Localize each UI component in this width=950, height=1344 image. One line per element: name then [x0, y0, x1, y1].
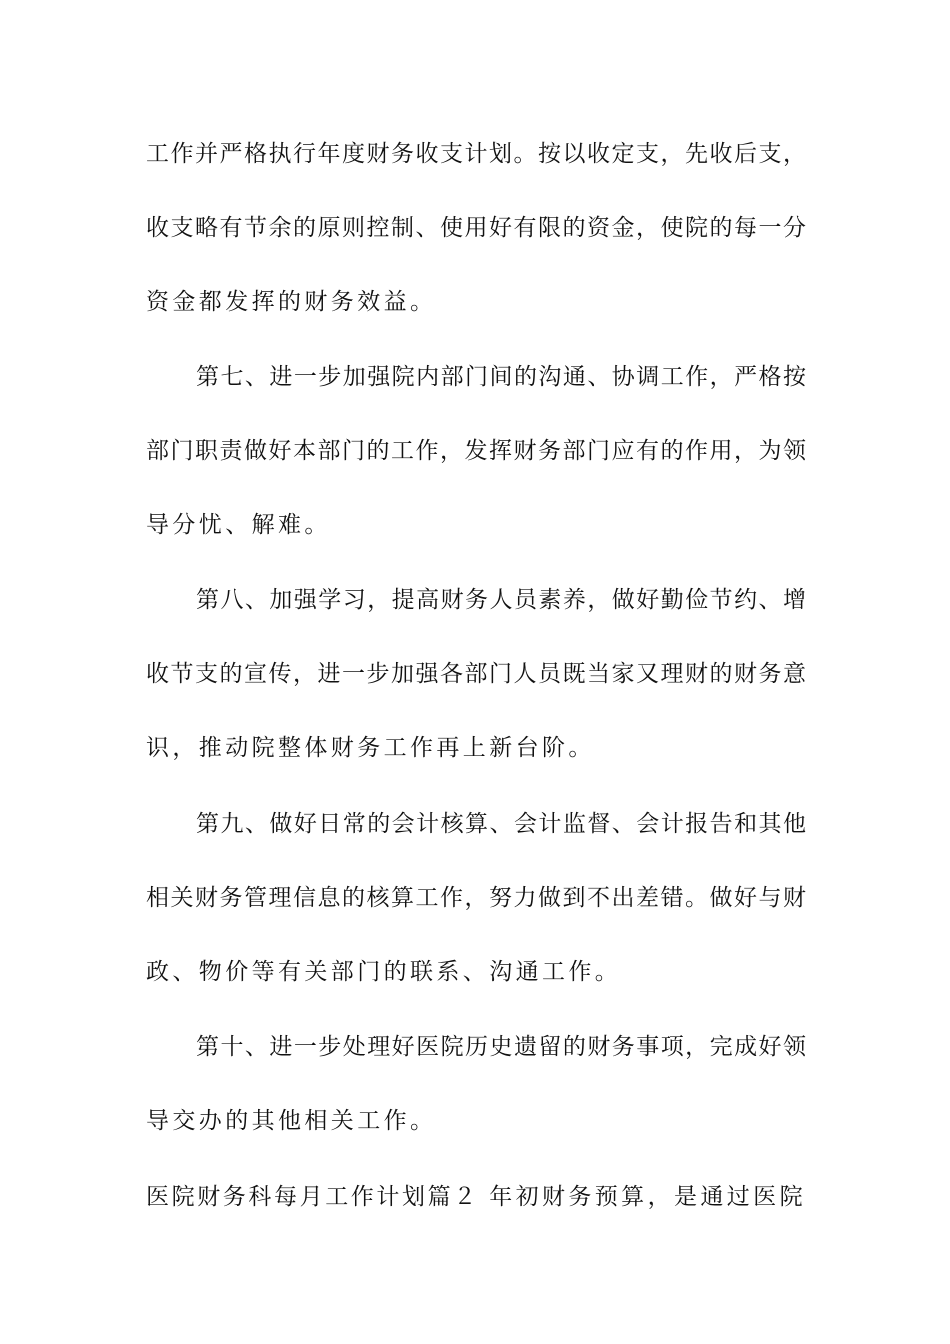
paragraph-line: 资金都发挥的财务效益。 [146, 289, 437, 315]
paragraph-line-indented: 第八、加强学习，提高财务人员素养，做好勤俭节约、增 [196, 587, 806, 613]
paragraph-line: 部门职责做好本部门的工作，发挥财务部门应有的作用，为领 [146, 438, 806, 464]
paragraph-line: 导分忧、解难。 [146, 512, 331, 538]
paragraph-line: 识，推动院整体财务工作再上新台阶。 [146, 735, 595, 761]
paragraph-line: 相关财务管理信息的核算工作，努力做到不出差错。做好与财 [146, 885, 806, 911]
paragraph-line: 导交办的其他相关工作。 [146, 1108, 437, 1134]
section-heading-continuation: 年初财务预算，是通过医院 [489, 1184, 806, 1210]
section-heading: 医院财务科每月工作计划篇２ [146, 1184, 479, 1210]
section-heading-row [146, 1177, 806, 1217]
paragraph-line-indented: 第九、做好日常的会计核算、会计监督、会计报告和其他 [196, 811, 806, 837]
paragraph-line: 政、物价等有关部门的联系、沟通工作。 [146, 959, 622, 985]
paragraph-line: 工作并严格执行年度财务收支计划。按以收定支，先收后支， [146, 141, 806, 167]
paragraph-line-indented: 第十、进一步处理好医院历史遗留的财务事项，完成好领 [196, 1034, 806, 1060]
paragraph-line: 收支略有节余的原则控制、使用好有限的资金，使院的每一分 [146, 215, 806, 241]
paragraph-line-indented: 第七、进一步加强院内部门间的沟通、协调工作，严格按 [196, 364, 806, 390]
paragraph-line: 收节支的宣传，进一步加强各部门人员既当家又理财的财务意 [146, 661, 806, 687]
